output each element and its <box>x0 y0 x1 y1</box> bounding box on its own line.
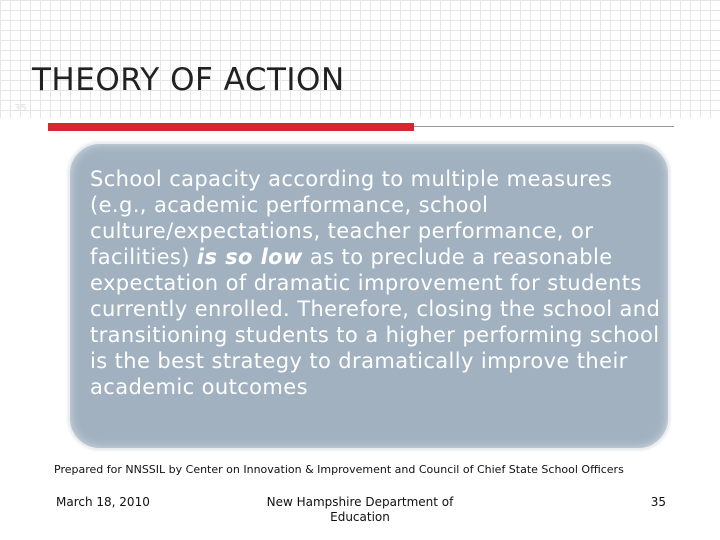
slide-marker: 35 <box>14 103 27 114</box>
title-accent-bar <box>48 123 414 131</box>
slide-title: THEORY OF ACTION <box>32 62 345 98</box>
statement-emphasis: is so low <box>196 245 303 269</box>
footer-organization: New Hampshire Department of Education <box>266 495 454 524</box>
footer-page-number: 35 <box>650 495 666 509</box>
prepared-by-note: Prepared for NNSSIL by Center on Innovation & Improvement and Council of Chief State School Officers <box>54 463 624 476</box>
footer-date: March 18, 2010 <box>56 495 150 509</box>
statement-text-end: as to preclude a reasonable expectation of dramatic improvement for students currently enrolled. Therefore, closing the school and transitioning students to a higher performing school is the best strategy to dramatically improve their academic outcomes <box>90 245 661 399</box>
title-divider-line <box>414 126 674 127</box>
statement-text-start: School capacity according to multiple measures (e.g., academic performance, school culture/expectations, teacher performance, or facilities) <box>90 167 613 269</box>
theory-statement <box>90 166 665 400</box>
header-grid-background <box>0 0 720 118</box>
